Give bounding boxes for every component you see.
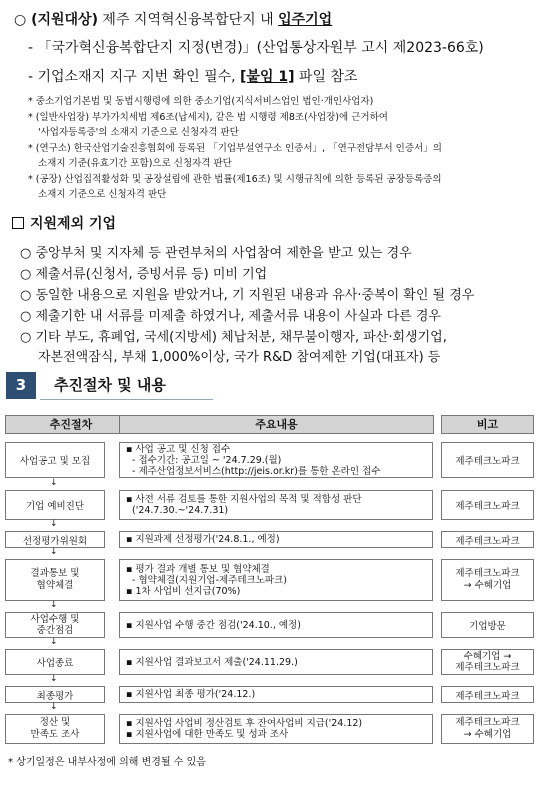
- content-line: - 협약체결(지원기업-제주테크노파크): [132, 574, 287, 586]
- flow-arrow-icon: ↓: [50, 547, 58, 557]
- exclusion-item: ○ 제출기한 내 서류를 미제출 하였거나, 제출서류 내용이 사실과 다른 경우: [20, 309, 441, 324]
- note-project-end: [441, 649, 534, 675]
- note-notification-agreement: [441, 559, 534, 601]
- content-line: ▪ 평가 결과 개별 통보 및 협약체결: [126, 563, 270, 575]
- content-midterm-check: [119, 612, 433, 638]
- address-check-line: [28, 66, 357, 86]
- step-notification-agreement: [5, 559, 105, 601]
- note-label: 수혜기업 →: [463, 651, 512, 662]
- content-line: ('24.7.30.~'24.7.31): [132, 505, 229, 516]
- note-selection-committee: [441, 531, 534, 548]
- note-general-workplace-cont: '사업자등록증'의 소재지 기준으로 신청자격 판단: [38, 127, 239, 138]
- content-line: ▪ 지원사업 사업비 정산검토 후 잔여사업비 지급('24.12): [126, 718, 363, 729]
- content-line: ▪ 사전 서류 검토를 통한 지원사업의 목적 및 적합성 판단: [126, 494, 362, 505]
- note-final-evaluation: [441, 686, 534, 703]
- content-recruitment: [119, 442, 433, 478]
- exclusion-item: 자본전액잠식, 부채 1,000%이상, 국가 R&D 참여제한 기업(대표자) 등: [38, 350, 441, 365]
- note-label: 제주테크노파크: [455, 717, 520, 728]
- flow-arrow-icon: ↓: [50, 637, 58, 647]
- step-label: 중간점검: [36, 625, 74, 636]
- note-pre-diagnosis: [441, 490, 534, 520]
- step-settlement-survey: [5, 714, 105, 744]
- note-label: 제주테크노파크: [455, 456, 520, 467]
- step-midterm-check: [5, 612, 105, 638]
- content-line: ▪ 지원과제 선정평가('24.8.1., 예정): [126, 534, 280, 545]
- step-label: 만족도 조사: [30, 729, 80, 740]
- step-label: 최종평가: [36, 690, 74, 702]
- note-sme: * 중소기업기본법 및 동법시행령에 의한 중소기업(지식서비스업인 법인·개인사업자): [28, 96, 374, 107]
- flow-arrow-icon: ↓: [50, 478, 58, 488]
- note-factory-cont: 소재지 기준으로 신청자격 판단: [38, 189, 167, 200]
- support-target-label: ○ (지원대상): [14, 12, 98, 28]
- note-label: 제주테크노파크: [455, 501, 520, 512]
- step-label: 사업종료: [36, 658, 74, 669]
- note-label: 제주테크노파크: [455, 535, 520, 547]
- step-selection-committee: [5, 531, 105, 548]
- exclusion-item: ○ 기타 부도, 휴폐업, 국세(지방세) 체납처분, 채무불이행자, 파산·회생기업,: [20, 330, 447, 345]
- step-label: 결과통보 및: [30, 568, 80, 579]
- exclusion-item: ○ 제출서류(신청서, 증빙서류 등) 미비 기업: [20, 267, 268, 282]
- exclusion-item: ○ 동일한 내용으로 지원을 받았거나, 기 지원된 내용과 유사·중복이 확인 될 경우: [20, 288, 475, 303]
- content-selection-committee: [119, 531, 433, 548]
- content-project-end: [119, 649, 433, 675]
- flow-arrow-icon: ↓: [50, 674, 58, 684]
- content-final-evaluation: [119, 686, 433, 703]
- exclusion-item: ○ 중앙부처 및 지자체 등 관련부처의 사업참여 제한을 받고 있는 경우: [20, 246, 412, 261]
- exclusion-heading: [12, 213, 116, 233]
- note-factory: * (공장) 산업집적활성화 및 공장설립에 관한 법률(제16조) 및 시행규칙에 의한 등록된 공장등록증의: [28, 174, 442, 185]
- step-label: 기업 예비진단: [25, 501, 85, 512]
- note-label: 제주테크노파크: [455, 690, 520, 702]
- note-recruitment: [441, 442, 534, 478]
- exclusion-title: 지원제외 기업: [30, 216, 117, 232]
- note-research-lab: * (연구소) 한국산업기술진흥협회에 등록된 「기업부설연구소 인증서」, 「연구전담부서 인증서」의: [28, 143, 442, 154]
- section-divider: [40, 399, 213, 400]
- content-line: ▪ 지원사업 결과보고서 제출('24.11.29.): [126, 656, 298, 668]
- content-line: - 제주산업정보서비스(http://jeis.or.kr)를 통한 온라인 접수: [132, 465, 381, 477]
- section-number: 3: [6, 372, 36, 399]
- content-line: - 접수기간: 공고일 ~ '24.7.29.(월): [132, 454, 282, 466]
- support-target-text: 제주 지역혁신융복합단지 내: [97, 12, 279, 28]
- content-notification-agreement: [119, 559, 433, 601]
- step-project-end: [5, 649, 105, 675]
- step-label: 정산 및: [39, 717, 71, 728]
- address-check-text: - 기업소재지 지구 지번 확인 필수,: [28, 69, 241, 85]
- content-settlement-survey: [119, 714, 433, 744]
- note-label: → 수혜기업: [463, 580, 512, 591]
- content-line: ▪ 지원사업에 대한 만족도 및 성과 조사: [126, 729, 289, 740]
- content-pre-diagnosis: [119, 490, 433, 520]
- note-label: 제주테크노파크: [455, 662, 520, 673]
- step-recruitment: [5, 442, 105, 478]
- header-note: 비고: [441, 415, 534, 434]
- designation-line: - 「국가혁신융복합단지 지정(변경)」(산업통상자원부 고시 제2023-66호): [28, 40, 484, 56]
- flow-arrow-icon: ↓: [50, 702, 58, 712]
- step-label: 사업수행 및: [30, 614, 80, 625]
- schedule-footnote: * 상기일정은 내부사정에 의해 변경될 수 있음: [8, 757, 206, 768]
- step-label: 사업공고 및 모집: [19, 456, 91, 467]
- square-bullet-icon: [12, 217, 24, 229]
- header-content: 주요내용: [119, 415, 434, 434]
- section-title: 추진절차 및 내용: [54, 376, 166, 394]
- content-line: ▪ 지원사업 수행 중간 점검('24.10., 예정): [126, 619, 301, 631]
- note-midterm-check: [441, 612, 534, 638]
- note-label: 기업방문: [469, 621, 506, 632]
- header-step: 추진절차: [5, 415, 137, 434]
- note-general-workplace: * (일반사업장) 부가가치세법 제6조(납세지), 같은 법 시행령 제8조(사업장)에 근거하여: [28, 112, 388, 123]
- content-line: ▪ 사업 공고 및 신청 접수: [126, 443, 231, 455]
- step-pre-diagnosis: [5, 490, 105, 520]
- note-research-lab-cont: 소재지 기준(유효기간 포함)으로 신청자격 판단: [38, 158, 232, 169]
- note-label: 제주테크노파크: [455, 568, 520, 579]
- step-final-evaluation: [5, 686, 105, 703]
- note-label: → 수혜기업: [463, 729, 512, 740]
- flow-arrow-icon: ↓: [50, 519, 58, 529]
- attachment-ref: [붙임 1]: [240, 69, 295, 85]
- content-line: ▪ 1차 사업비 선지급(70%): [126, 585, 241, 597]
- note-settlement-survey: [441, 714, 534, 744]
- support-target-line: [14, 9, 332, 29]
- step-label: 협약체결: [36, 580, 74, 591]
- support-target-emphasis: 입주기업: [278, 12, 333, 28]
- content-line: ▪ 지원사업 최종 평가('24.12.): [126, 689, 256, 700]
- address-check-suffix: 파일 참조: [294, 69, 358, 85]
- step-label: 선정평가위원회: [22, 535, 88, 547]
- flow-arrow-icon: ↓: [50, 600, 58, 610]
